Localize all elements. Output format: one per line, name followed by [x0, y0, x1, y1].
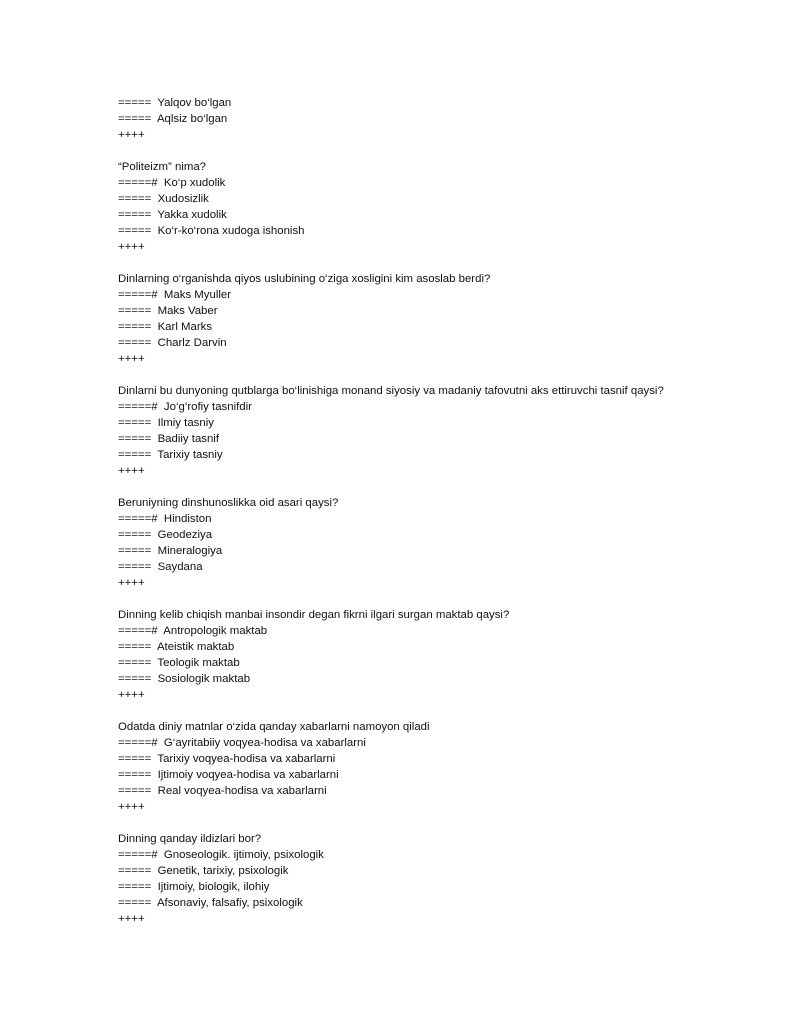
option-line: ===== Sosiologik maktab [118, 673, 251, 685]
option-line: ===== Genetik, tarixiy, psixologik [118, 865, 289, 877]
question-text: Dinlarning o‘rganishda qiyos uslubining o‘ziga xosligini kim asoslab berdi? [118, 273, 491, 285]
question-text: Dinlarni bu dunyoning qutblarga bo‘linishiga monand siyosiy va madaniy tafovutni aks ettiruvchi tasnif qaysi? [118, 385, 664, 397]
option-line: ===== Tarixiy voqyea-hodisa va xabarlarni [118, 753, 336, 765]
intro-block [118, 95, 683, 143]
option-line: ===== Teologik maktab [118, 657, 240, 669]
question-text: Odatda diniy matnlar o‘zida qanday xabarlarni namoyon qiladi [118, 721, 430, 733]
question-block-4 [118, 495, 683, 591]
option-line: ===== Maks Vaber [118, 305, 218, 317]
option-line: ===== Ijtimoiy voqyea-hodisa va xabarlarni [118, 769, 339, 781]
option-line: ===== Aqlsiz bo‘lgan [118, 113, 228, 125]
correct-option: =====# Gnoseologik. ijtimoiy, psixologik [118, 849, 324, 861]
question-block-5 [118, 607, 683, 703]
question-block-1 [118, 159, 683, 255]
option-line: ===== Saydana [118, 561, 203, 573]
separator: ++++ [118, 129, 145, 141]
correct-option: =====# G‘ayritabiiy voqyea-hodisa va xabarlarni [118, 737, 366, 749]
question-text: “Politeizm” nima? [118, 161, 206, 173]
option-line: ===== Badiiy tasnif [118, 433, 220, 445]
correct-option: =====# Ko‘p xudolik [118, 177, 226, 189]
option-line: ===== Karl Marks [118, 321, 213, 333]
option-line: ===== Ateistik maktab [118, 641, 235, 653]
option-line: ===== Mineralogiya [118, 545, 223, 557]
question-text: Dinning kelib chiqish manbai insondir degan fikrni ilgari surgan maktab qaysi? [118, 609, 510, 621]
question-text: Beruniyning dinshunoslikka oid asari qaysi? [118, 497, 339, 509]
correct-option: =====# Jo‘g‘rofiy tasnifdir [118, 401, 252, 413]
option-line: ===== Real voqyea-hodisa va xabarlarni [118, 785, 327, 797]
question-block-3 [118, 383, 683, 479]
correct-option: =====# Hindiston [118, 513, 212, 525]
separator: ++++ [118, 577, 145, 589]
separator: ++++ [118, 913, 145, 925]
option-line: ===== Geodeziya [118, 529, 213, 541]
option-line: ===== Yakka xudolik [118, 209, 227, 221]
option-line: ===== Tarixiy tasniy [118, 449, 223, 461]
option-line: ===== Xudosizlik [118, 193, 209, 205]
question-text: Dinning qanday ildizlari bor? [118, 833, 262, 845]
option-line: ===== Afsonaviy, falsafiy, psixologik [118, 897, 303, 909]
option-line: ===== Ijtimoiy, biologik, ilohiy [118, 881, 270, 893]
question-block-2 [118, 271, 683, 367]
option-line: ===== Ilmiy tasniy [118, 417, 214, 429]
option-line: ===== Charlz Darvin [118, 337, 227, 349]
option-line: ===== Yalqov bo‘lgan [118, 97, 232, 109]
separator: ++++ [118, 241, 145, 253]
correct-option: =====# Maks Myuller [118, 289, 232, 301]
separator: ++++ [118, 689, 145, 701]
separator: ++++ [118, 465, 145, 477]
separator: ++++ [118, 801, 145, 813]
correct-option: =====# Antropologik maktab [118, 625, 268, 637]
question-block-6 [118, 719, 683, 815]
question-block-7 [118, 831, 683, 927]
document-page [118, 95, 683, 927]
separator: ++++ [118, 353, 145, 365]
option-line: ===== Ko‘r-ko‘rona xudoga ishonish [118, 225, 305, 237]
